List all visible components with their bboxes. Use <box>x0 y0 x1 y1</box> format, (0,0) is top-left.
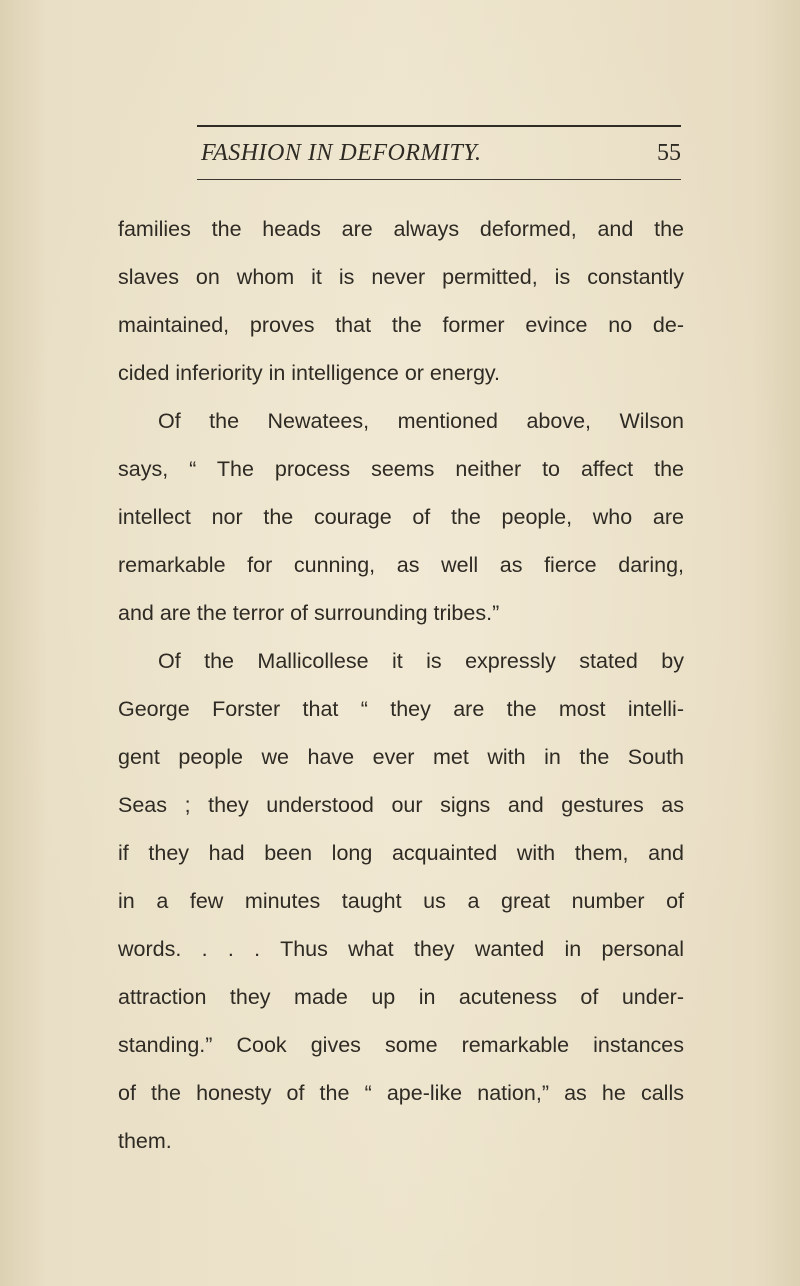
header-rule-bottom <box>197 179 681 180</box>
text-line: if they had been long acquainted with them, and <box>118 841 684 865</box>
text-line: remarkable for cunning, as well as fierce daring, <box>118 553 684 577</box>
text-line: intellect nor the courage of the people, who are <box>118 505 684 529</box>
text-line: them. <box>118 1129 172 1153</box>
running-title: FASHION IN DEFORMITY. <box>201 140 482 166</box>
text-line: families the heads are always deformed, and the <box>118 217 684 241</box>
text-line: Of the Newatees, mentioned above, Wilson <box>158 409 684 433</box>
page-number: 55 <box>657 140 681 166</box>
text-line: slaves on whom it is never permitted, is constantly <box>118 265 684 289</box>
header-rule-top <box>197 125 681 127</box>
text-line: words. . . . Thus what they wanted in personal <box>118 937 684 961</box>
text-line: gent people we have ever met with in the South <box>118 745 684 769</box>
text-line: Of the Mallicollese it is expressly stated by <box>158 649 684 673</box>
text-line: Seas ; they understood our signs and gestures as <box>118 793 684 817</box>
text-line: standing.” Cook gives some remarkable instances <box>118 1033 684 1057</box>
text-line: and are the terror of surrounding tribes.” <box>118 601 500 625</box>
text-line: George Forster that “ they are the most intelli- <box>118 697 684 721</box>
text-line: maintained, proves that the former evince no de- <box>118 313 684 337</box>
text-line: says, “ The process seems neither to affect the <box>118 457 684 481</box>
running-head <box>197 136 681 170</box>
body-text <box>118 205 684 1165</box>
text-line: of the honesty of the “ ape-like nation,” as he calls <box>118 1081 684 1105</box>
text-line: in a few minutes taught us a great number of <box>118 889 684 913</box>
text-line: cided inferiority in intelligence or energy. <box>118 361 501 385</box>
text-line: attraction they made up in acuteness of under- <box>118 985 684 1009</box>
